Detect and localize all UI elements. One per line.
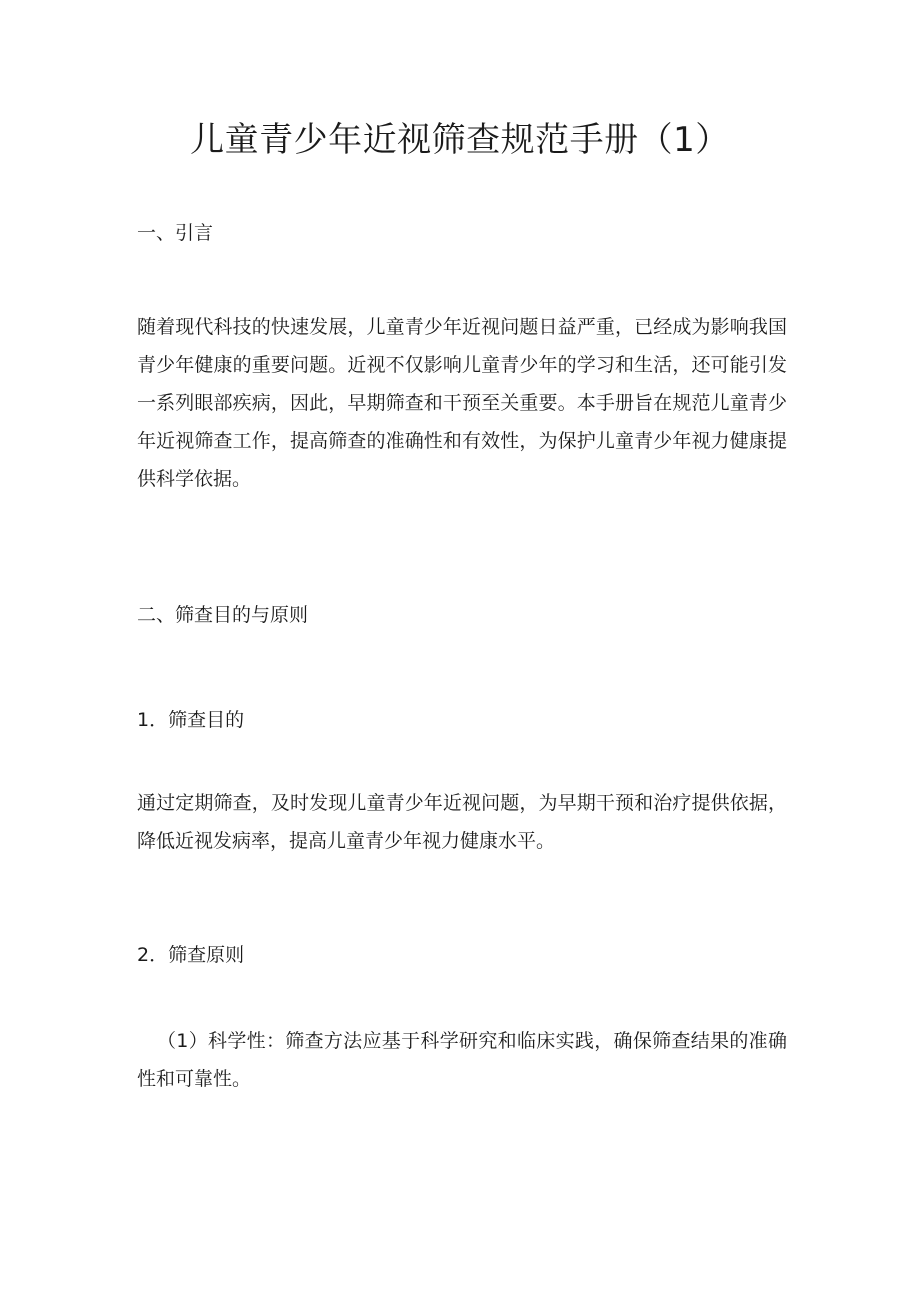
introduction-paragraph: 随着现代科技的快速发展，儿童青少年近视问题日益严重，已经成为影响我国青少年健康的重要问题。近视不仅影响儿童青少年的学习和生活，还可能引发一系列眼部疾病，因此，早期筛查和干预至关重要。本手册旨在规范儿童青少年近视筛查工作，提高筛查的准确性和有效性，为保护儿童青少年视力健康提供科学依据。 bbox=[137, 316, 787, 490]
purpose-paragraph: 通过定期筛查，及时发现儿童青少年近视问题，为早期干预和治疗提供依据，降低近视发病率，提高儿童青少年视力健康水平。 bbox=[137, 792, 787, 852]
document-title: 儿童青少年近视筛查规范手册（1） bbox=[190, 120, 730, 160]
section-heading-purpose-principles: 二、筛查目的与原则 bbox=[137, 604, 309, 626]
section-heading-introduction: 一、引言 bbox=[137, 222, 214, 244]
principle-item-scientific: （1）科学性：筛查方法应基于科学研究和临床实践，确保筛查结果的准确性和可靠性。 bbox=[137, 1030, 787, 1090]
subsection-heading-principles: 2．筛查原则 bbox=[137, 944, 245, 966]
subsection-heading-purpose: 1．筛查目的 bbox=[137, 709, 245, 731]
